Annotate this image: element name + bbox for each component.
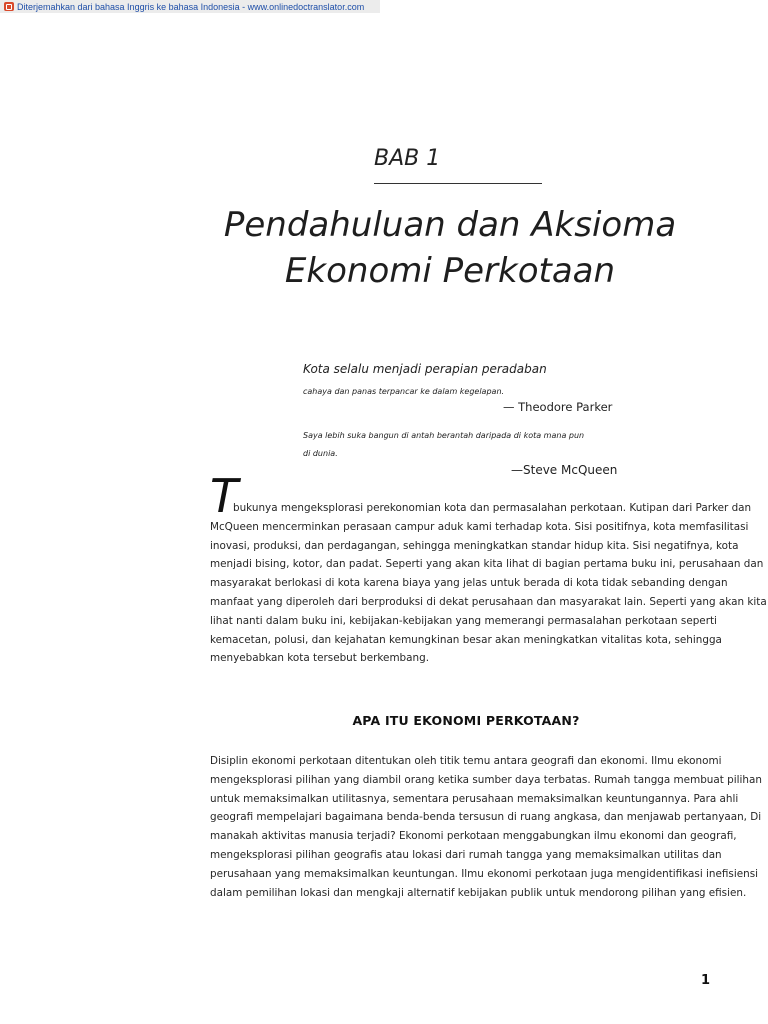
paragraph-line: mengeksplorasi pilihan yang diambil orang ketika sumber daya terbatas. Rumah tangga membuat pilihan	[210, 773, 762, 786]
epigraph-1-attribution: — Theodore Parker	[503, 400, 613, 414]
translator-banner-text[interactable]: Diterjemahkan dari bahasa Inggris ke bahasa Indonesia - www.onlinedoctranslator.com	[17, 1, 365, 12]
paragraph-line: Disiplin ekonomi perkotaan ditentukan oleh titik temu antara geografi dan ekonomi. Ilmu ekonomi	[210, 755, 722, 767]
section-paragraph	[210, 752, 762, 902]
paragraph-line: dalam pemilihan lokasi dan mengkaji alternatif kebijakan publik untuk mendorong pilihan yang efisien.	[210, 886, 747, 899]
paragraph-line: lihat nanti dalam buku ini, kebijakan-kebijakan yang memerangi permasalahan perkotaan seperti	[210, 614, 717, 627]
paragraph-line: bukunya mengeksplorasi perekonomian kota dan permasalahan perkotaan. Kutipan dari Parker dan	[233, 502, 752, 514]
drop-cap: T	[210, 469, 239, 523]
chapter-title	[190, 202, 710, 294]
epigraph-2-line-2: di dunia.	[303, 449, 338, 458]
section-heading: APA ITU EKONOMI PERKOTAAN?	[352, 713, 580, 728]
paragraph-line: menjadi bising, kotor, dan padat. Seperti yang akan kita lihat di bagian pertama buku ini, perusahaan dan	[210, 558, 764, 571]
paragraph-line: mengeksplorasi pilihan geografis atau lokasi dari rumah tangga yang memaksimalkan utilitas dan	[210, 848, 722, 861]
translator-banner[interactable]	[0, 0, 380, 13]
epigraph-2-line-1: Saya lebih suka bangun di antah berantah daripada di kota mana pun	[303, 431, 585, 440]
paragraph-line: kemacetan, polusi, dan kejahatan kemungkinan besar akan meningkatkan vitalitas kota, sehingga	[210, 633, 722, 646]
epigraph-2-attribution: —Steve McQueen	[511, 463, 618, 477]
chapter-title-line-2: Ekonomi Perkotaan	[284, 251, 616, 291]
intro-paragraph	[210, 499, 767, 668]
epigraph-1-line-1: Kota selalu menjadi perapian peradaban	[303, 362, 547, 376]
paragraph-line: menyebabkan kota tersebut berkembang.	[210, 652, 430, 665]
epigraph-1-line-2: cahaya dan panas terpancar ke dalam kegelapan.	[303, 387, 505, 396]
chapter-label: BAB 1	[374, 146, 441, 171]
paragraph-line: manakah aktivitas manusia terjadi? Ekonomi perkotaan menggabungkan ilmu ekonomi dan geografi,	[210, 830, 737, 843]
paragraph-line: inovasi, produksi, dan perdagangan, sehingga meningkatkan standar hidup kita. Sisi negatifnya, kota	[210, 539, 739, 552]
page-number: 1	[701, 973, 711, 988]
paragraph-line: geografi mempelajari bagaimana benda-benda tersusun di ruang angkasa, dan menjawab pertanyaan, Di	[210, 811, 762, 824]
paragraph-line: McQueen mencerminkan perasaan campur aduk kami terhadap kota. Sisi positifnya, kota memfasilitasi	[210, 520, 749, 533]
paragraph-line: untuk memaksimalkan utilitasnya, sementara perusahaan memaksimalkan keuntungannya. Para ahli	[210, 792, 739, 805]
paragraph-line: masyarakat berlokasi di kota karena biaya yang jelas untuk berada di kota tidak sebanding dengan	[210, 577, 728, 590]
chapter-title-line-1: Pendahuluan dan Aksioma	[223, 205, 677, 245]
paragraph-line: perusahaan yang memaksimalkan keuntungan. Ilmu ekonomi perkotaan juga mengidentifikasi inefisiensi	[210, 867, 758, 880]
chapter-divider	[374, 183, 542, 184]
document-translate-icon	[4, 2, 14, 11]
paragraph-line: manfaat yang diperoleh dari berproduksi di dekat perusahaan dan masyarakat lain. Seperti yang akan kita	[210, 595, 767, 608]
